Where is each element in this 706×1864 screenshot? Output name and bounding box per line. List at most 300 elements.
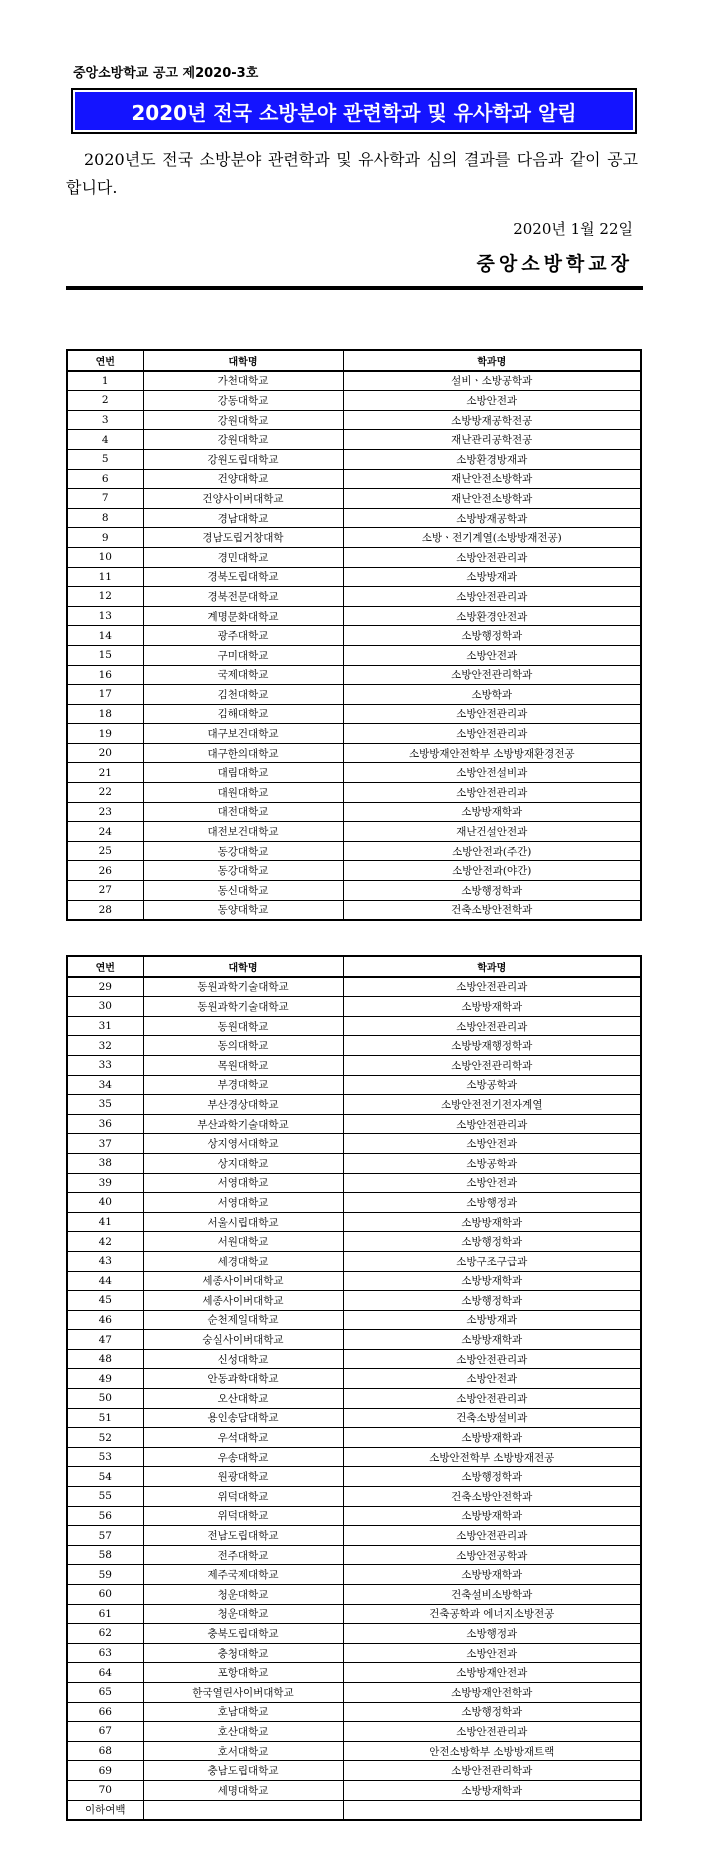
cell-university: 호남대학교	[143, 1702, 343, 1722]
cell-department: 건축소방설비과	[343, 1408, 641, 1428]
table-row	[67, 1780, 641, 1800]
cell-number: 8	[67, 508, 143, 528]
table-row	[67, 783, 641, 803]
cell-number: 7	[67, 489, 143, 509]
cell-department: 소방방재공학전공	[343, 410, 641, 430]
cell-number: 49	[67, 1369, 143, 1389]
cell-number: 9	[67, 528, 143, 548]
cell-university: 동신대학교	[143, 881, 343, 901]
cell-department: 재난안전소방학과	[343, 469, 641, 489]
table-row	[67, 528, 641, 548]
cell-number: 65	[67, 1682, 143, 1702]
cell-department: 소방안전과(주간)	[343, 841, 641, 861]
cell-number: 17	[67, 685, 143, 705]
cell-number: 70	[67, 1780, 143, 1800]
table-row	[67, 1506, 641, 1526]
cell-number: 48	[67, 1349, 143, 1369]
cell-number: 4	[67, 430, 143, 450]
cell-number: 28	[67, 900, 143, 920]
cell-department: 소방안전관리과	[343, 587, 641, 607]
table-row	[67, 1682, 641, 1702]
cell-university: 충북도립대학교	[143, 1624, 343, 1644]
cell-department: 소방안전관리과	[343, 1526, 641, 1546]
cell-university: 상지영서대학교	[143, 1134, 343, 1154]
cell-department: 소방행정과	[343, 1624, 641, 1644]
header-number: 연번	[67, 350, 143, 371]
cell-department: 소방안전과	[343, 391, 641, 411]
cell-university: 대림대학교	[143, 763, 343, 783]
table-row	[67, 547, 641, 567]
cell-number: 45	[67, 1291, 143, 1311]
cell-university: 동원대학교	[143, 1016, 343, 1036]
cell-number: 57	[67, 1526, 143, 1546]
cell-department: 재난관리공학전공	[343, 430, 641, 450]
cell-university: 한국열린사이버대학교	[143, 1682, 343, 1702]
table-row	[67, 1467, 641, 1487]
cell-department: 소방방재학과	[343, 1780, 641, 1800]
cell-university: 세경대학교	[143, 1251, 343, 1271]
cell-university: 대구한의대학교	[143, 743, 343, 763]
cell-number: 37	[67, 1134, 143, 1154]
table-header-row	[67, 350, 641, 371]
cell-university: 강원대학교	[143, 430, 343, 450]
cell-department: 소방방재과	[343, 567, 641, 587]
cell-number: 41	[67, 1212, 143, 1232]
table-row	[67, 1330, 641, 1350]
cell-number: 16	[67, 665, 143, 685]
cell-university: 동원과학기술대학교	[143, 997, 343, 1017]
cell-department: 소방방재과	[343, 1310, 641, 1330]
cell-university: 국제대학교	[143, 665, 343, 685]
cell-department: 소방안전관리과	[343, 1016, 641, 1036]
cell-department: 소방행정과	[343, 1193, 641, 1213]
cell-university: 충남도립대학교	[143, 1761, 343, 1781]
cell-department: 소방안전관리학과	[343, 1761, 641, 1781]
table-row	[67, 645, 641, 665]
cell-university: 대원대학교	[143, 783, 343, 803]
table-row	[67, 1408, 641, 1428]
cell-university: 호산대학교	[143, 1722, 343, 1742]
table-row	[67, 1722, 641, 1742]
cell-number: 19	[67, 724, 143, 744]
cell-university: 동양대학교	[143, 900, 343, 920]
cell-department: 소방행정학과	[343, 1291, 641, 1311]
cell-university: 청운대학교	[143, 1604, 343, 1624]
cell-university: 강원대학교	[143, 410, 343, 430]
table-row	[67, 724, 641, 744]
cell-number: 12	[67, 587, 143, 607]
cell-university: 부산과학기술대학교	[143, 1114, 343, 1134]
table-row	[67, 430, 641, 450]
cell-university: 김천대학교	[143, 685, 343, 705]
table-row	[67, 822, 641, 842]
cell-department: 소방구조구급과	[343, 1251, 641, 1271]
cell-department: 소방행정학과	[343, 1702, 641, 1722]
cell-university: 전주대학교	[143, 1545, 343, 1565]
department-table-2	[66, 955, 642, 1821]
cell-number: 67	[67, 1722, 143, 1742]
table-row	[67, 1428, 641, 1448]
cell-university: 목원대학교	[143, 1055, 343, 1075]
table-row	[67, 1369, 641, 1389]
table-row	[67, 1075, 641, 1095]
table-row	[67, 449, 641, 469]
cell-department: 소방방재학과	[343, 1428, 641, 1448]
cell-university: 대구보건대학교	[143, 724, 343, 744]
cell-department: 소방공학과	[343, 1075, 641, 1095]
cell-university: 우송대학교	[143, 1447, 343, 1467]
cell-university: 세종사이버대학교	[143, 1271, 343, 1291]
cell-number: 32	[67, 1036, 143, 1056]
table-row	[67, 1349, 641, 1369]
table-row	[67, 841, 641, 861]
cell-number: 53	[67, 1447, 143, 1467]
cell-university: 오산대학교	[143, 1389, 343, 1409]
cell-department: 소방안전과	[343, 1134, 641, 1154]
cell-university: 제주국제대학교	[143, 1565, 343, 1585]
cell-number: 15	[67, 645, 143, 665]
cell-university: 경북도립대학교	[143, 567, 343, 587]
cell-department: 소방행정학과	[343, 1467, 641, 1487]
table-row	[67, 1271, 641, 1291]
cell-department: 소방방재학과	[343, 1330, 641, 1350]
cell-number: 51	[67, 1408, 143, 1428]
cell-number: 22	[67, 783, 143, 803]
table-row	[67, 1643, 641, 1663]
table-row	[67, 1114, 641, 1134]
table-row	[67, 997, 641, 1017]
cell-number: 5	[67, 449, 143, 469]
cell-number: 2	[67, 391, 143, 411]
cell-number: 44	[67, 1271, 143, 1291]
cell-number: 62	[67, 1624, 143, 1644]
cell-department: 소방행정학과	[343, 626, 641, 646]
cell-university: 광주대학교	[143, 626, 343, 646]
cell-university: 원광대학교	[143, 1467, 343, 1487]
department-table-1	[66, 349, 642, 921]
cell-university	[143, 1800, 343, 1820]
cell-department: 소방행정학과	[343, 1232, 641, 1252]
cell-number: 50	[67, 1389, 143, 1409]
cell-department: 소방안전관리과	[343, 1722, 641, 1742]
cell-university: 위덕대학교	[143, 1487, 343, 1507]
table-row	[67, 1310, 641, 1330]
cell-university: 건양사이버대학교	[143, 489, 343, 509]
cell-university: 용인송담대학교	[143, 1408, 343, 1428]
cell-number: 69	[67, 1761, 143, 1781]
cell-department: 소방공학과	[343, 1153, 641, 1173]
cell-department: 소방환경방재과	[343, 449, 641, 469]
table-row	[67, 1389, 641, 1409]
cell-number: 56	[67, 1506, 143, 1526]
table-row	[67, 1565, 641, 1585]
cell-university: 우석대학교	[143, 1428, 343, 1448]
cell-department: 소방방재학과	[343, 1271, 641, 1291]
cell-university: 동강대학교	[143, 861, 343, 881]
cell-department: 소방안전전기전자계열	[343, 1095, 641, 1115]
table-row	[67, 1487, 641, 1507]
cell-department: 소방환경안전과	[343, 606, 641, 626]
table-row	[67, 881, 641, 901]
table-row	[67, 763, 641, 783]
cell-number: 63	[67, 1643, 143, 1663]
cell-number: 27	[67, 881, 143, 901]
table-row	[67, 1251, 641, 1271]
cell-number: 30	[67, 997, 143, 1017]
table-row	[67, 1761, 641, 1781]
table-row	[67, 1173, 641, 1193]
table-row	[67, 685, 641, 705]
table-row	[67, 1741, 641, 1761]
cell-number: 52	[67, 1428, 143, 1448]
cell-number: 66	[67, 1702, 143, 1722]
title-banner	[71, 88, 637, 134]
cell-university: 서영대학교	[143, 1173, 343, 1193]
cell-department: 안전소방학부 소방방재트랙	[343, 1741, 641, 1761]
table-row	[67, 606, 641, 626]
cell-number: 34	[67, 1075, 143, 1095]
cell-department: 소방안전관리과	[343, 547, 641, 567]
cell-university: 경민대학교	[143, 547, 343, 567]
cell-department: 설비ㆍ소방공학과	[343, 371, 641, 391]
notice-title: 2020년 전국 소방분야 관련학과 및 유사학과 알림	[131, 100, 577, 125]
table-row	[67, 1585, 641, 1605]
cell-department: 소방안전과	[343, 1643, 641, 1663]
cell-department: 소방안전설비과	[343, 763, 641, 783]
cell-number: 42	[67, 1232, 143, 1252]
cell-university: 부산경상대학교	[143, 1095, 343, 1115]
table-row	[67, 391, 641, 411]
cell-university: 포항대학교	[143, 1663, 343, 1683]
table-row	[67, 977, 641, 997]
cell-number: 24	[67, 822, 143, 842]
cell-department: 소방안전과	[343, 1173, 641, 1193]
cell-university: 전남도립대학교	[143, 1526, 343, 1546]
cell-department: 건축소방안전학과	[343, 900, 641, 920]
title-banner-fill	[75, 92, 633, 130]
table-row	[67, 567, 641, 587]
cell-number: 29	[67, 977, 143, 997]
cell-number: 25	[67, 841, 143, 861]
table-row	[67, 1800, 641, 1820]
table-row	[67, 1153, 641, 1173]
cell-university: 숭실사이버대학교	[143, 1330, 343, 1350]
header-department: 학과명	[343, 350, 641, 371]
cell-number: 58	[67, 1545, 143, 1565]
cell-university: 건양대학교	[143, 469, 343, 489]
cell-number: 14	[67, 626, 143, 646]
cell-department: 소방안전과	[343, 645, 641, 665]
cell-department: 소방안전관리과	[343, 724, 641, 744]
cell-department: 소방방재학과	[343, 997, 641, 1017]
table-row	[67, 626, 641, 646]
signer: 중앙소방학교장	[476, 253, 633, 275]
table-row	[67, 469, 641, 489]
cell-department: 소방안전관리학과	[343, 665, 641, 685]
cell-number: 23	[67, 802, 143, 822]
header-number: 연번	[67, 956, 143, 977]
table-row	[67, 1545, 641, 1565]
cell-number: 59	[67, 1565, 143, 1585]
cell-university: 순천제일대학교	[143, 1310, 343, 1330]
remark-cell: 이하여백	[67, 1800, 143, 1820]
table-row	[67, 371, 641, 391]
cell-number: 20	[67, 743, 143, 763]
cell-number: 21	[67, 763, 143, 783]
cell-number: 10	[67, 547, 143, 567]
cell-number: 35	[67, 1095, 143, 1115]
table-row	[67, 1291, 641, 1311]
cell-university: 동원과학기술대학교	[143, 977, 343, 997]
table-row	[67, 489, 641, 509]
cell-department: 소방방재학과	[343, 1212, 641, 1232]
cell-department: 재난건설안전과	[343, 822, 641, 842]
header-university: 대학명	[143, 956, 343, 977]
table-row	[67, 743, 641, 763]
cell-university: 경북전문대학교	[143, 587, 343, 607]
cell-university: 서울시립대학교	[143, 1212, 343, 1232]
cell-department: 재난안전소방학과	[343, 489, 641, 509]
cell-department: 소방방재행정학과	[343, 1036, 641, 1056]
cell-university: 계명문화대학교	[143, 606, 343, 626]
table-row	[67, 1055, 641, 1075]
cell-number: 6	[67, 469, 143, 489]
cell-department: 소방방재학과	[343, 802, 641, 822]
notice-number: 중앙소방학교 공고 제2020-3호	[73, 66, 259, 81]
table-row	[67, 1095, 641, 1115]
cell-university: 안동과학대학교	[143, 1369, 343, 1389]
header-department: 학과명	[343, 956, 641, 977]
cell-department: 소방안전관리과	[343, 1389, 641, 1409]
cell-number: 61	[67, 1604, 143, 1624]
table-row	[67, 1016, 641, 1036]
cell-department: 건축설비소방학과	[343, 1585, 641, 1605]
cell-department: 소방ㆍ전기계열(소방방재전공)	[343, 528, 641, 548]
cell-university: 경남대학교	[143, 508, 343, 528]
cell-number: 18	[67, 704, 143, 724]
cell-university: 호서대학교	[143, 1741, 343, 1761]
cell-department: 소방안전관리학과	[343, 1055, 641, 1075]
cell-university: 세명대학교	[143, 1780, 343, 1800]
cell-university: 서영대학교	[143, 1193, 343, 1213]
table-row	[67, 587, 641, 607]
cell-number: 60	[67, 1585, 143, 1605]
cell-department: 소방안전관리과	[343, 977, 641, 997]
cell-department	[343, 1800, 641, 1820]
table-row	[67, 861, 641, 881]
cell-number: 39	[67, 1173, 143, 1193]
table-row	[67, 1212, 641, 1232]
cell-number: 43	[67, 1251, 143, 1271]
table-row	[67, 1702, 641, 1722]
cell-number: 38	[67, 1153, 143, 1173]
table-row	[67, 1036, 641, 1056]
cell-university: 상지대학교	[143, 1153, 343, 1173]
cell-number: 3	[67, 410, 143, 430]
cell-department: 건축소방안전학과	[343, 1487, 641, 1507]
cell-university: 구미대학교	[143, 645, 343, 665]
table-row	[67, 508, 641, 528]
cell-university: 부경대학교	[143, 1075, 343, 1095]
cell-university: 위덕대학교	[143, 1506, 343, 1526]
cell-number: 40	[67, 1193, 143, 1213]
cell-department: 소방안전관리과	[343, 783, 641, 803]
cell-number: 47	[67, 1330, 143, 1350]
table-row	[67, 1526, 641, 1546]
cell-university: 신성대학교	[143, 1349, 343, 1369]
cell-number: 36	[67, 1114, 143, 1134]
cell-department: 소방방재안전학과	[343, 1682, 641, 1702]
table-row	[67, 1663, 641, 1683]
cell-university: 동의대학교	[143, 1036, 343, 1056]
cell-university: 서원대학교	[143, 1232, 343, 1252]
cell-department: 소방방재학과	[343, 1565, 641, 1585]
cell-department: 건축공학과 에너지소방전공	[343, 1604, 641, 1624]
cell-department: 소방안전과(야간)	[343, 861, 641, 881]
table-row	[67, 1193, 641, 1213]
cell-department: 소방방재공학과	[343, 508, 641, 528]
cell-department: 소방안전학부 소방방재전공	[343, 1447, 641, 1467]
cell-number: 31	[67, 1016, 143, 1036]
cell-number: 46	[67, 1310, 143, 1330]
table-row	[67, 1232, 641, 1252]
table-row	[67, 704, 641, 724]
cell-university: 충청대학교	[143, 1643, 343, 1663]
cell-department: 소방행정학과	[343, 881, 641, 901]
notice-body: 2020년도 전국 소방분야 관련학과 및 유사학과 심의 결과를 다음과 같이 공고합니다.	[66, 150, 638, 197]
cell-university: 가천대학교	[143, 371, 343, 391]
cell-number: 55	[67, 1487, 143, 1507]
header-university: 대학명	[143, 350, 343, 371]
cell-university: 경남도립거창대학	[143, 528, 343, 548]
cell-number: 26	[67, 861, 143, 881]
cell-number: 68	[67, 1741, 143, 1761]
cell-number: 33	[67, 1055, 143, 1075]
cell-number: 54	[67, 1467, 143, 1487]
cell-university: 세종사이버대학교	[143, 1291, 343, 1311]
cell-department: 소방안전공학과	[343, 1545, 641, 1565]
table-row	[67, 665, 641, 685]
cell-department: 소방방재안전학부 소방방재환경전공	[343, 743, 641, 763]
table-row	[67, 1447, 641, 1467]
cell-university: 동강대학교	[143, 841, 343, 861]
cell-university: 청운대학교	[143, 1585, 343, 1605]
cell-university: 강동대학교	[143, 391, 343, 411]
table-row	[67, 900, 641, 920]
cell-department: 소방방재학과	[343, 1506, 641, 1526]
table-row	[67, 802, 641, 822]
cell-number: 1	[67, 371, 143, 391]
cell-number: 13	[67, 606, 143, 626]
notice-date: 2020년 1월 22일	[513, 220, 633, 238]
table-row	[67, 410, 641, 430]
table-row	[67, 1134, 641, 1154]
cell-university: 대전보건대학교	[143, 822, 343, 842]
cell-university: 대전대학교	[143, 802, 343, 822]
table-row	[67, 1624, 641, 1644]
cell-university: 강원도립대학교	[143, 449, 343, 469]
cell-department: 소방안전과	[343, 1369, 641, 1389]
table-row	[67, 1604, 641, 1624]
cell-department: 소방방재안전과	[343, 1663, 641, 1683]
cell-number: 11	[67, 567, 143, 587]
cell-department: 소방안전관리과	[343, 1114, 641, 1134]
cell-number: 64	[67, 1663, 143, 1683]
cell-university: 김해대학교	[143, 704, 343, 724]
cell-department: 소방안전관리과	[343, 1349, 641, 1369]
cell-department: 소방학과	[343, 685, 641, 705]
table-header-row	[67, 956, 641, 977]
